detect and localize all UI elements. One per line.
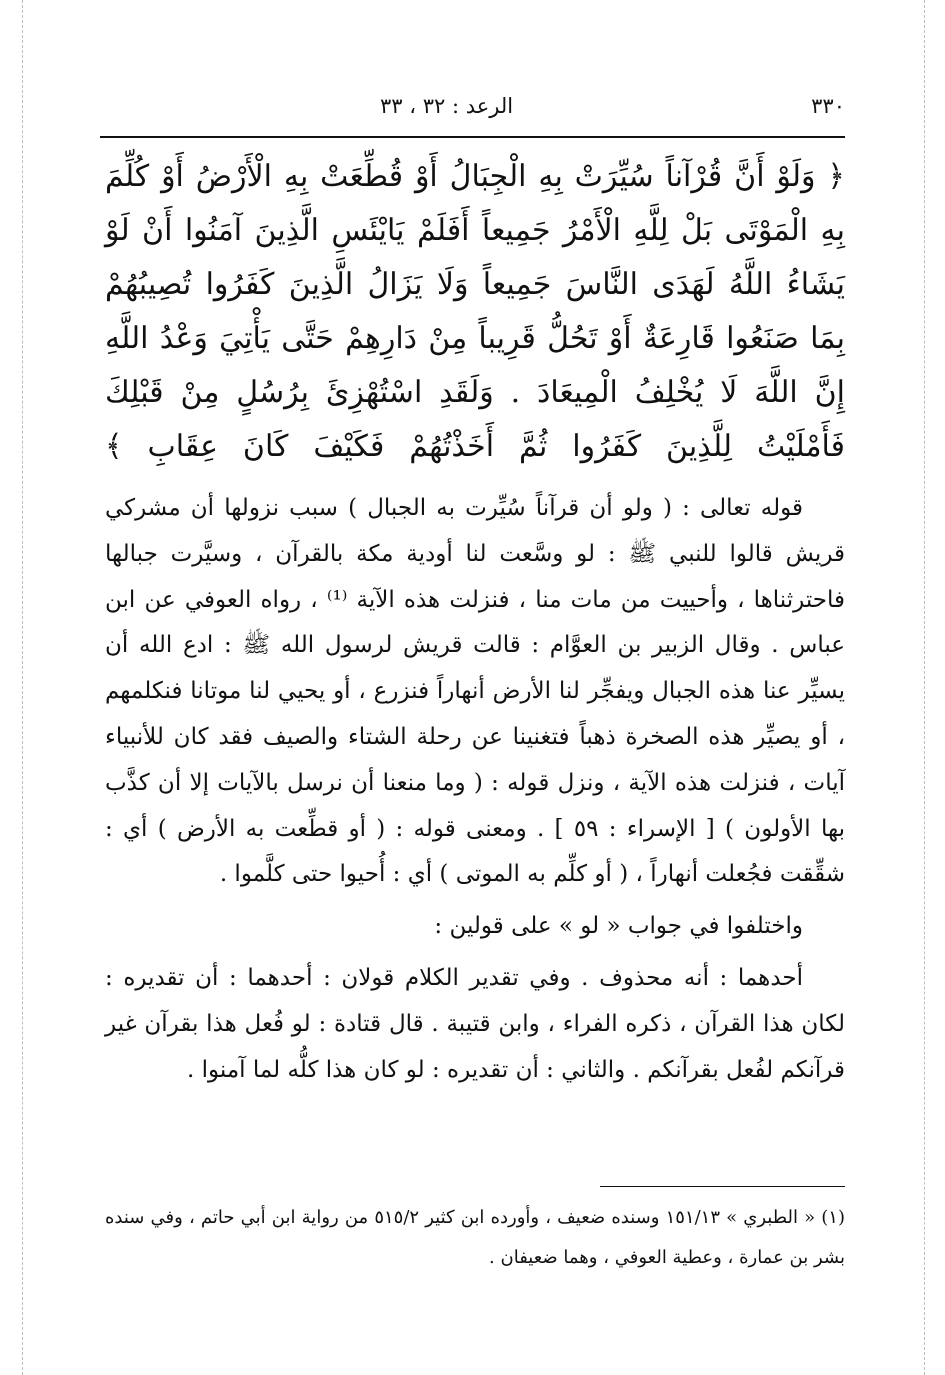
header-rule xyxy=(100,136,845,138)
scan-margin-line-left xyxy=(22,0,23,1375)
footnote: (١) « الطبري » ١٥١/١٣ وسنده ضعيف ، وأورده ابن كثير ٥١٥/٢ من رواية ابن أبي حاتم ، وفي سنده بشر بن عمارة ، وعطية العوفي ، وهما ضعيفان . xyxy=(105,1207,845,1268)
footnote-rule xyxy=(600,1186,845,1187)
page-number: ٣٣٠ xyxy=(811,94,845,118)
quran-verse-block: ﴿ وَلَوْ أَنَّ قُرْآناً سُيِّرَتْ بِهِ الْجِبَالُ أَوْ قُطِّعَتْ بِهِ الْأَرْضُ أَوْ كُلِّمَ بِهِ الْمَوْتَى بَلْ لِلَّهِ الْأَمْرُ جَمِيعاً أَفَلَمْ يَايْئَسِ الَّذِينَ آمَنُوا أَنْ لَوْ يَشَاءُ اللَّهُ لَهَدَى النَّاسَ جَمِيعاً وَلَا يَزَالُ الَّذِينَ كَفَرُوا تُصِيبُهُمْ بِمَا صَنَعُوا قَارِعَةٌ أَوْ تَحُلُّ قَرِيباً مِنْ دَارِهِمْ حَتَّى يَأْتِيَ وَعْدُ اللَّهِ إِنَّ اللَّهَ لَا يُخْلِفُ الْمِيعَادَ . وَلَقَدِ اسْتُهْزِئَ بِرُسُلٍ مِنْ قَبْلِكَ فَأَمْلَيْتُ لِلَّذِينَ كَفَرُوا ثُمَّ أَخَذْتُهُمْ فَكَيْفَ كَانَ عِقَابِ ﴾ xyxy=(105,159,845,464)
scan-margin-line-right xyxy=(924,0,925,1375)
running-title: الرعد : ٣٢ ، ٣٣ xyxy=(380,94,514,118)
paragraph: أحدهما : أنه محذوف . وفي تقدير الكلام قولان : أحدهما : أن تقديره : لكان هذا القرآن ، ذكره الفراء ، وابن قتيبة . قال قتادة : لو فُعل هذا بقرآن غير قرآنكم لفُعل بقرآنكم . والثاني : أن تقديره : لو كان هذا كلُّه لما آمنوا . xyxy=(105,964,845,1083)
paragraph: قوله تعالى : ( ولو أن قرآناً سُيِّرت به الجبال ) سبب نزولها أن مشركي قريش قالوا للنبي ﷺ : لو وسَّعت لنا أودية مكة بالقرآن ، وسيَّرت جبالها فاحترثناها ، وأحييت من مات منا ، فنزلت هذه الآية ⁽¹⁾ ، رواه العوفي عن ابن عباس . وقال الزبير بن العوَّام : قالت قريش لرسول الله ﷺ : ادع الله أن يسيِّر عنا هذه الجبال ويفجِّر لنا الأرض أنهاراً فنزرع ، أو يحيي لنا موتانا فنكلمهم ، أو يصيِّر هذه الصخرة ذهباً فتغنينا عن رحلة الشتاء والصيف فقد كان للأنبياء آيات ، فنزلت هذه الآية ، ونزل قوله : ( وما منعنا أن نرسل بالآيات إلا أن كذَّب بها الأولون ) [ الإسراء : ٥٩ ] . ومعنى قوله : ( أو قطِّعت به الأرض ) أي : شقِّقت فجُعلت أنهاراً ، ( أو كلِّم به الموتى ) أي : أُحيوا حتى كلَّموا . xyxy=(105,495,845,888)
commentary-body xyxy=(105,486,845,1093)
page-header xyxy=(100,88,845,128)
paragraph: واختلفوا في جواب « لو » على قولين : xyxy=(434,913,803,940)
